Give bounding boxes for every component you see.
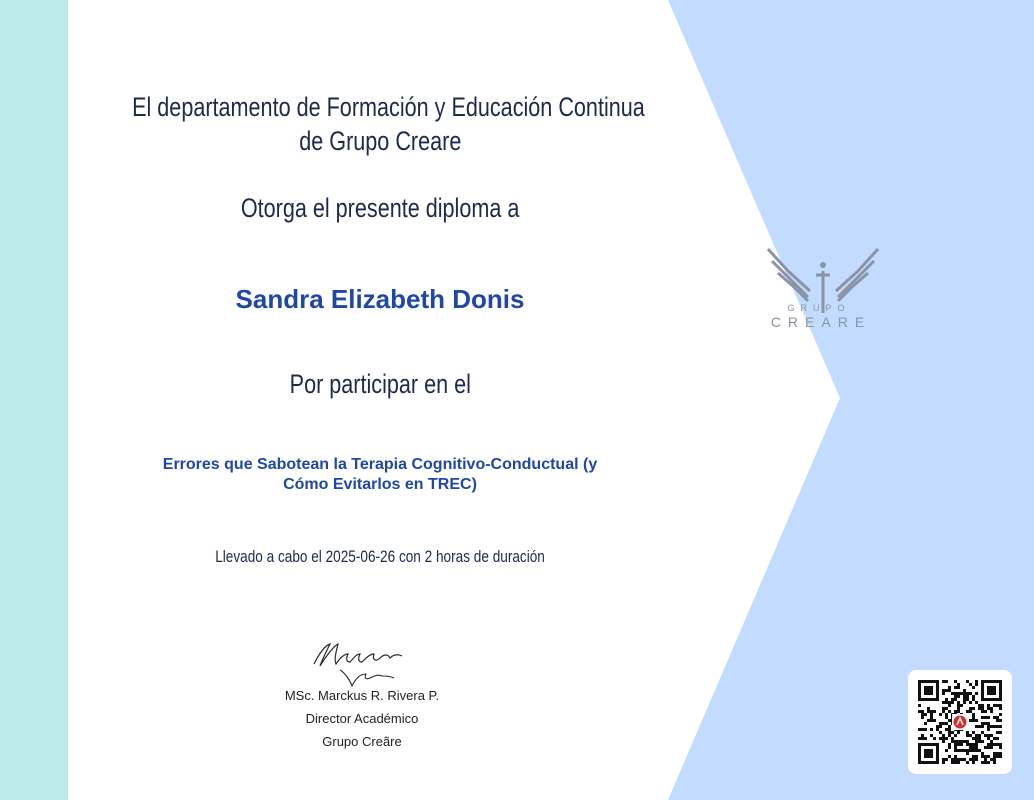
qr-code-icon[interactable] [918,680,1002,764]
held-date-text: Llevado a cabo el 2025-06-26 con 2 horas de duración [215,547,545,566]
grant-text: Otorga el presente diploma a [240,193,520,223]
signer-title: Director Académico [305,711,419,726]
recipient-name: Sandra Elizabeth Donis [235,284,525,314]
handwritten-signature-icon [300,636,420,692]
signer-organization: Grupo Creãre [322,734,402,749]
course-title-line-1: Errores que Sabotean la Terapia Cognitivo-Conductual (y [162,456,598,473]
participation-text: Por participar en el [289,369,471,399]
course-title [68,455,692,495]
logo-small-text: GRUPO [787,303,851,313]
signer-name: MSc. Marckus R. Rivera P. [284,688,440,703]
course-title-line-2: Cómo Evitarlos en TREC) [283,476,477,493]
header-line-1: El departamento de Formación y Educación Continua [132,92,645,122]
header-line-2: de Grupo Creare [298,126,462,156]
logo-large-text: CREARE [770,314,872,330]
